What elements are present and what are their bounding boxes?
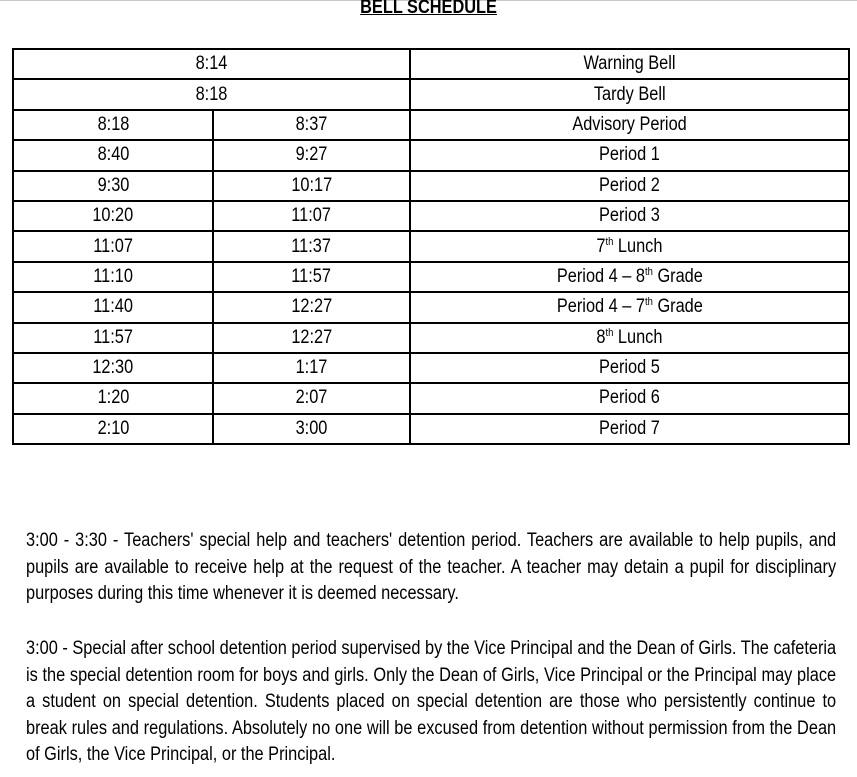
start-time-cell [13, 201, 213, 231]
event-label-pre: Period 3 [599, 205, 660, 227]
end-time-cell [213, 323, 410, 353]
event-label-post: Lunch [613, 326, 663, 348]
event-label-sup: th [644, 265, 653, 278]
event-label-pre: 8 [596, 326, 606, 348]
event-label-pre: 7 [596, 235, 606, 257]
start-time-cell [13, 171, 213, 201]
event-label [596, 324, 662, 352]
event-label-pre: Period 7 [599, 417, 660, 439]
event-cell [410, 231, 849, 261]
end-time-cell-text: 3:00 [295, 417, 328, 439]
event-label [596, 233, 662, 261]
event-label [599, 202, 660, 230]
table-row [13, 140, 849, 170]
event-label-post: Lunch [613, 235, 663, 257]
event-label [572, 111, 686, 139]
time-cell-text: 8:14 [195, 53, 228, 75]
start-time-cell [13, 292, 213, 322]
event-label [557, 263, 703, 291]
event-label-pre: Period 2 [599, 174, 660, 196]
end-time-cell [213, 383, 410, 413]
event-label-pre: Period 5 [599, 357, 660, 379]
start-time-cell-text: 10:20 [92, 205, 134, 227]
event-cell [410, 383, 849, 413]
event-label-pre: Period 4 – 8 [556, 265, 645, 287]
table-row [13, 171, 849, 201]
page-title [0, 0, 857, 19]
event-label-pre: Warning Bell [583, 53, 676, 75]
end-time-cell [213, 201, 410, 231]
event-cell [410, 323, 849, 353]
event-cell [410, 201, 849, 231]
start-time-cell [13, 231, 213, 261]
start-time-cell [13, 140, 213, 170]
start-time-cell-text: 11:07 [93, 235, 133, 257]
event-label [583, 50, 675, 78]
table-row [13, 110, 849, 140]
event-cell [410, 414, 849, 444]
start-time-cell [13, 414, 213, 444]
start-time-cell-text: 11:57 [93, 326, 133, 348]
start-time-cell-text: 1:20 [97, 387, 129, 409]
end-time-cell [213, 110, 410, 140]
event-label [599, 354, 660, 382]
end-time-cell [213, 353, 410, 383]
event-label [599, 141, 660, 169]
end-time-cell-text: 9:27 [295, 144, 328, 166]
end-time-cell-text: 8:37 [295, 113, 328, 135]
end-time-cell [213, 231, 410, 261]
start-time-cell [13, 110, 213, 140]
end-time-cell [213, 140, 410, 170]
event-cell [410, 353, 849, 383]
event-cell [410, 292, 849, 322]
event-label [599, 415, 660, 443]
table-row [13, 262, 849, 292]
start-time-cell-text: 8:40 [97, 144, 129, 166]
event-label-sup: th [605, 326, 614, 339]
table-row [13, 353, 849, 383]
table-row [13, 231, 849, 261]
event-cell [410, 110, 849, 140]
start-time-cell-text: 12:30 [92, 357, 134, 379]
start-time-cell-text: 2:10 [97, 417, 129, 439]
event-cell [410, 79, 849, 109]
end-time-cell [213, 262, 410, 292]
table-row [13, 79, 849, 109]
end-time-cell-text: 1:17 [295, 357, 328, 379]
bell-schedule-table [12, 48, 850, 445]
event-cell [410, 171, 849, 201]
event-label [599, 172, 660, 200]
event-label-pre: Period 4 – 7 [556, 296, 645, 318]
event-label-sup: th [605, 235, 614, 248]
table-row [13, 414, 849, 444]
event-label [599, 384, 660, 412]
end-time-cell-text: 10:17 [291, 174, 332, 196]
end-time-cell [213, 292, 410, 322]
table-row [13, 292, 849, 322]
event-label-pre: Advisory Period [572, 113, 687, 135]
time-cell [13, 49, 410, 79]
event-label [557, 293, 703, 321]
page-title-text: BELL SCHEDULE [360, 0, 497, 18]
event-cell [410, 49, 849, 79]
start-time-cell [13, 323, 213, 353]
end-time-cell [213, 414, 410, 444]
start-time-cell-text: 11:40 [93, 296, 133, 318]
event-label-post: Grade [652, 265, 703, 287]
start-time-cell [13, 262, 213, 292]
help-detention-paragraph: 3:00 - 3:30 - Teachers' special help and teachers' detention period. Teachers are available to help pupils, and pupils are available to receive help at the request of the teacher. A teacher may detain a pupil for disciplinary purposes during this time whenever it is deemed necessary. [26, 530, 837, 605]
end-time-cell-text: 11:37 [291, 235, 332, 257]
event-label-sup: th [644, 296, 653, 309]
special-detention-paragraph: 3:00 - Special after school detention period supervised by the Vice Principal and the Dean of Girls. The cafeteria is the special detention room for boys and girls. Only the Dean of Girls, Vice Principal or the Principal may place a student on special detention. Students placed on special detention are those who persistently continue to break rules and regulations. Absolutely no one will be excused from detention without permission from the Dean of Girls, the Vice Principal, or the Principal. [26, 638, 837, 766]
event-cell [410, 262, 849, 292]
end-time-cell-text: 11:57 [291, 265, 332, 287]
event-label-pre: Period 6 [599, 387, 660, 409]
start-time-cell [13, 353, 213, 383]
event-label [594, 81, 666, 109]
time-cell-text: 8:18 [195, 83, 228, 105]
end-time-cell-text: 12:27 [291, 296, 332, 318]
time-cell [13, 79, 410, 109]
end-time-cell-text: 11:07 [291, 205, 332, 227]
end-time-cell [213, 171, 410, 201]
start-time-cell-text: 9:30 [97, 174, 129, 196]
table-row [13, 49, 849, 79]
event-label-pre: Tardy Bell [593, 83, 666, 105]
start-time-cell-text: 11:10 [93, 265, 133, 287]
table-row [13, 323, 849, 353]
table-row [13, 201, 849, 231]
event-cell [410, 140, 849, 170]
event-label-pre: Period 1 [599, 144, 660, 166]
table-row [13, 383, 849, 413]
event-label-post: Grade [652, 296, 703, 318]
end-time-cell-text: 12:27 [291, 326, 332, 348]
start-time-cell [13, 383, 213, 413]
start-time-cell-text: 8:18 [97, 113, 129, 135]
end-time-cell-text: 2:07 [295, 387, 328, 409]
